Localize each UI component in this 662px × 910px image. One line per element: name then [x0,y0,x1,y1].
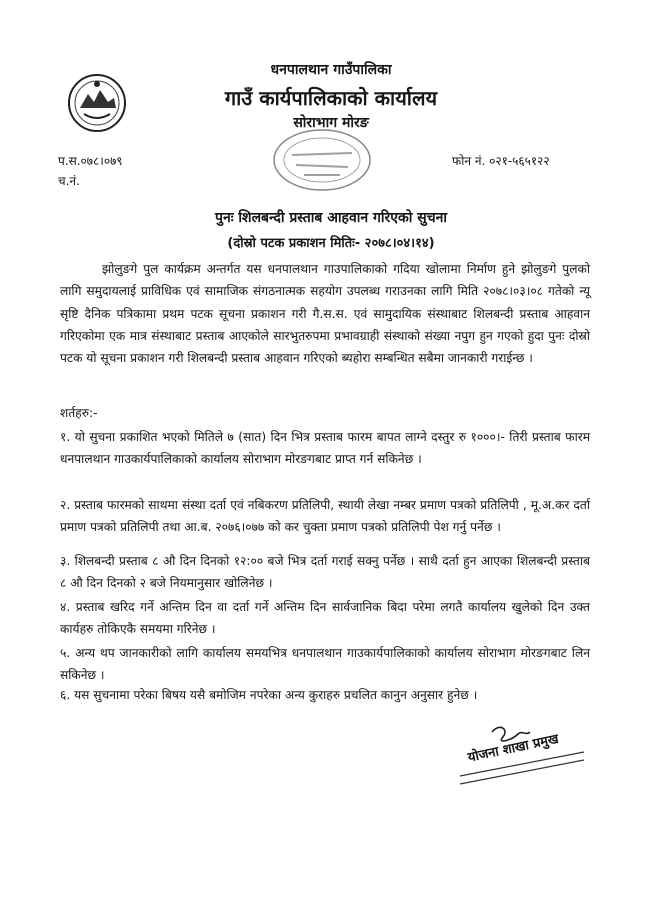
office-name: धनपालथान गाउँपालिका [270,62,392,78]
office-location: सोराभाग मोरङ [293,115,369,131]
condition-item: २. प्रस्ताब फारमको साथमा संस्था दर्ता एवं नबिकरण प्रतिलिपी, स्थायी लेखा नम्बर प्रमाण पत्रको प्रतिलिपी , मू.अ.कर दर्ता प्रमाण पत्रको प्रतिलिपी तथा आ.ब. २०७६।०७७ को कर चुक्ता प्रमाण पत्रको प्रतिलिपी पेश गर्नु पर्नेछ । [60,498,590,535]
condition-item: ६. यस सुचनामा परेका बिषय यसै बमोजिम नपरेका अन्य कुराहरु प्रचलित कानुन अनुसार हुनेछ । [60,688,478,702]
condition-item: १. यो सुचना प्रकाशित भएको मितिले ७ (सात) दिन भित्र प्रस्ताब फारम बापत लाग्ने दस्तुर रु १०००।- तिरी प्रस्ताब फारम धनपालथान गाउकार्यपालिकाको कार्यालय सोराभाग मोरङगबाट प्राप्त गर्न सकिनेछ । [60,430,590,467]
emblem-logo [66,72,128,134]
condition-item: ५. अन्य थप जानकारीको लागि कार्यालय समयभित्र धनपालथान गाउकार्यपालिकाको कार्यालय सोराभाग मोरङगबाट लिन सकिनेछ । [60,646,590,683]
office-stamp [270,125,375,195]
reference-number: प.स.०७८।०७९ [58,154,123,168]
conditions-heading: शर्तहरु:- [60,406,98,420]
condition-item: ३. शिलबन्दी प्रस्ताब ८ औ दिन दिनको १२:०० बजे भित्र दर्ता गराई सक्नु पर्नेछ । साथै दर्ता हुन आएका शिलबन्दी प्रस्ताब ८ औ दिन दिनको २ बजे नियमानुसार खोलिनेछ । [60,554,590,591]
notice-title: पुनः शिलबन्दी प्रस्ताब आहवान गरिएको सुचना [215,210,447,226]
notice-subtitle: (दोस्रो पटक प्रकाशन मितिः- २०७८।०४।१४) [227,236,435,251]
dispatch-number: च.नं. [58,174,80,188]
office-title: गाउँ कार्यपालिकाको कार्यालय [224,86,438,110]
notice-body: झोलुङगे पुल कार्यक्रम अन्तर्गत यस धनपालथान गाउपालिकाको गदिया खोलामा निर्माण हुने झोलुङगे पुलको लागि समुदायलाई प्राविधिक एवं सामाजिक संगठनात्मक सहयोग उपलब्ध गराउनका लागि मिति २०७८।०३।०८ गतेको न्यू सृष्टि दैनिक पत्रिकामा प्रथम पटक सूचना प्रकाशन गरी गै.स.स. एवं सामुदायिक संस्थाबाट शिलबन्दी प्रस्ताब आहवान गरिएकोमा एक मात्र संस्थाबाट प्रस्ताब आएकोले सारभुतरुपमा प्रभावग्राही संस्थाको संख्या नपुग हुन गएको हुदा पुनः दोस्रो पटक यो सूचना प्रकाशन गरी शिलबन्दी प्रस्ताब आहवान गरिएको ब्यहोरा सम्बन्धित सबैमा जानकारी गराईन्छ । [60,262,590,366]
condition-item: ४. प्रस्ताब खरिद गर्ने अन्तिम दिन वा दर्ता गर्ने अन्तिम दिन सार्वजानिक बिदा परेमा लगतै कार्यालय खुलेको दिन उक्त कार्यहरु तोकिएकै समयमा गरिनेछ । [60,600,590,637]
signature-section-label: योजना शाखा प्रमुख [466,731,560,766]
phone-number: फोन नं. ०२१-५६५१२२ [452,154,550,168]
